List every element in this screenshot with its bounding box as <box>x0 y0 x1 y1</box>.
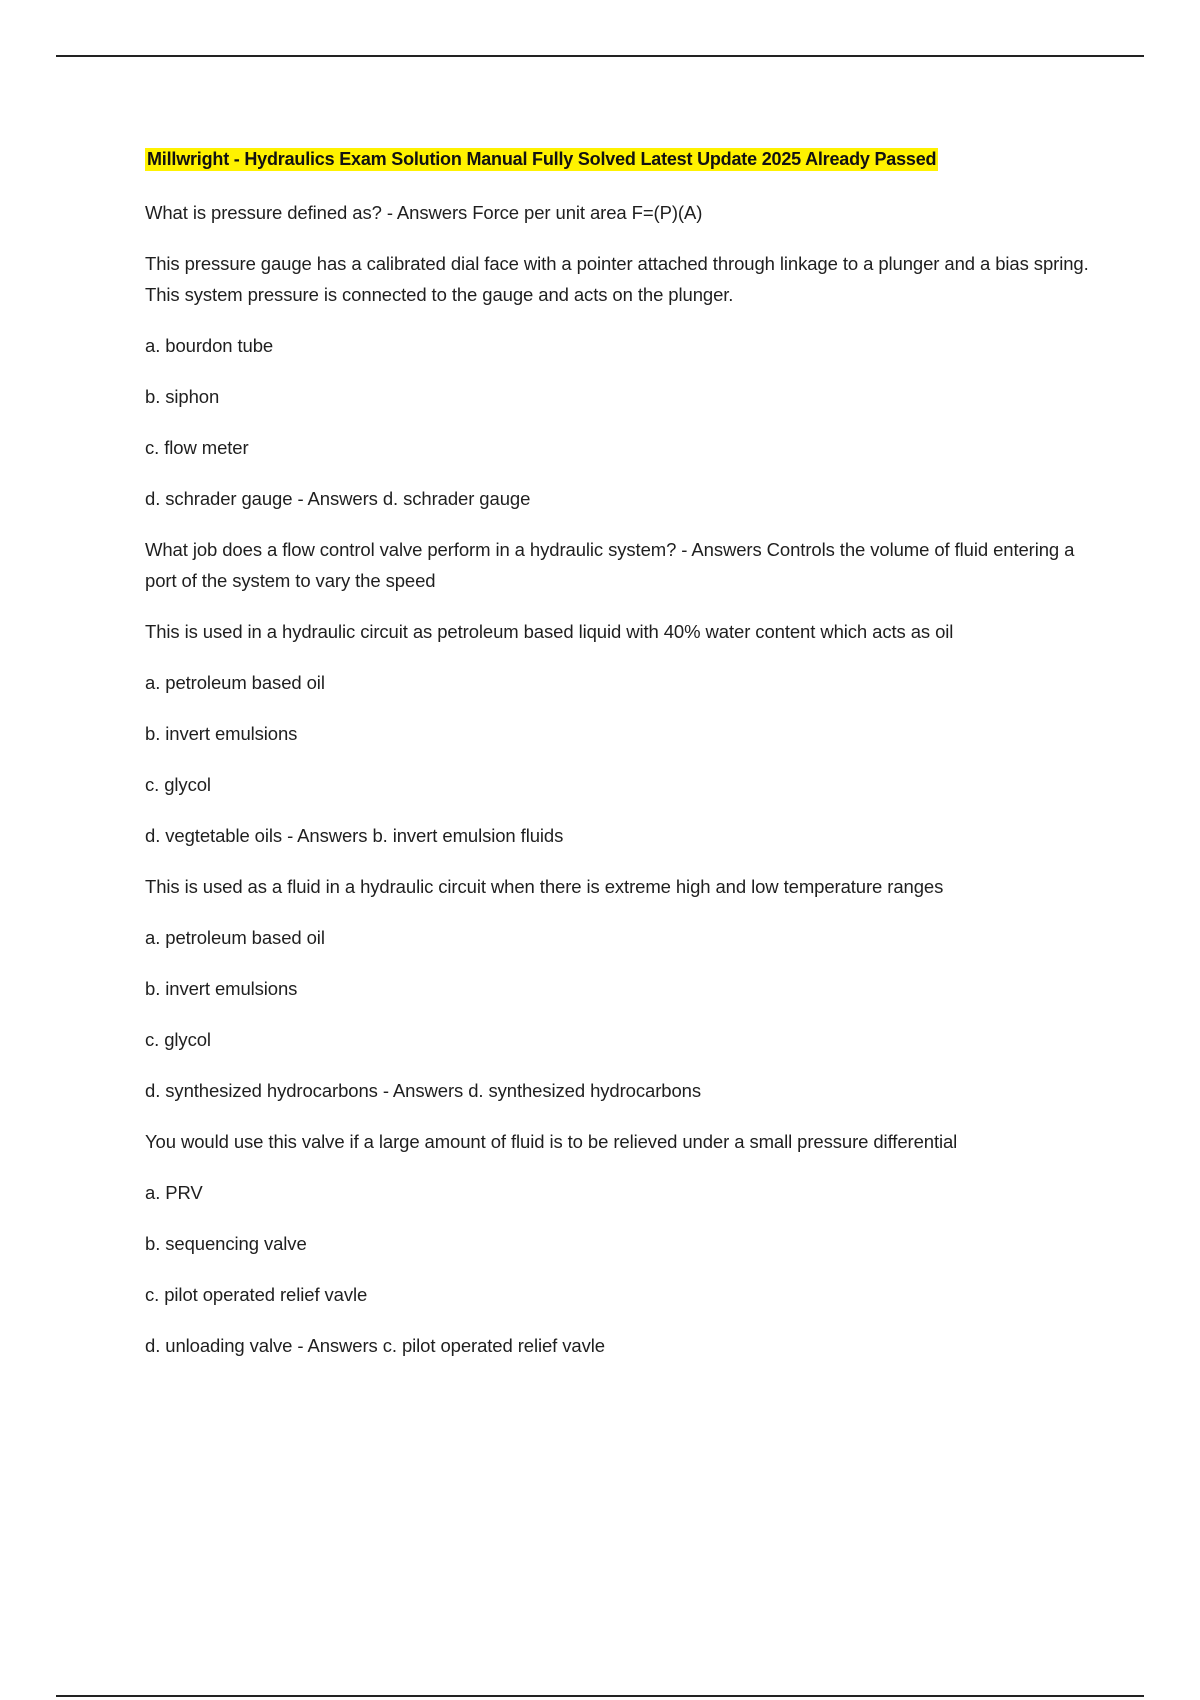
document-body <box>145 145 1090 1381</box>
option-item: c. pilot operated relief vavle <box>145 1284 368 1305</box>
option-item: a. petroleum based oil <box>145 672 325 693</box>
footer-rule <box>56 1695 1144 1697</box>
option-answer: d. vegtetable oils - Answers b. invert emulsion fluids <box>145 825 564 846</box>
title-block <box>145 145 1090 175</box>
document-title: Millwright - Hydraulics Exam Solution Manual Fully Solved Latest Update 2025 Already Passed <box>147 149 937 169</box>
option-item: b. invert emulsions <box>145 978 298 999</box>
option-item: b. siphon <box>145 386 220 407</box>
option-item: c. flow meter <box>145 437 249 458</box>
question-water-content-fluid: This is used in a hydraulic circuit as petroleum based liquid with 40% water content which acts as oil <box>145 621 954 642</box>
option-answer: d. schrader gauge - Answers d. schrader gauge <box>145 488 531 509</box>
option-item: a. petroleum based oil <box>145 927 325 948</box>
option-item: b. invert emulsions <box>145 723 298 744</box>
option-item: a. PRV <box>145 1182 203 1203</box>
option-item: c. glycol <box>145 1029 211 1050</box>
option-answer: d. synthesized hydrocarbons - Answers d. synthesized hydrocarbons <box>145 1080 701 1101</box>
question-flow-control-valve: What job does a flow control valve perform in a hydraulic system? - Answers Controls the volume of fluid entering a port of the system to vary the speed <box>145 539 1075 591</box>
header-rule <box>56 55 1144 57</box>
question-pressure-gauge: This pressure gauge has a calibrated dial face with a pointer attached through linkage to a plunger and a bias spring. This system pressure is connected to the gauge and acts on the plunger. <box>145 253 1089 305</box>
question-pressure-definition: What is pressure defined as? - Answers Force per unit area F=(P)(A) <box>145 202 703 223</box>
option-item: a. bourdon tube <box>145 335 274 356</box>
question-temperature-fluid: This is used as a fluid in a hydraulic circuit when there is extreme high and low temperature ranges <box>145 876 944 897</box>
option-item: b. sequencing valve <box>145 1233 307 1254</box>
option-item: c. glycol <box>145 774 211 795</box>
question-relief-valve: You would use this valve if a large amount of fluid is to be relieved under a small pressure differential <box>145 1131 958 1152</box>
option-answer: d. unloading valve - Answers c. pilot operated relief vavle <box>145 1335 605 1356</box>
